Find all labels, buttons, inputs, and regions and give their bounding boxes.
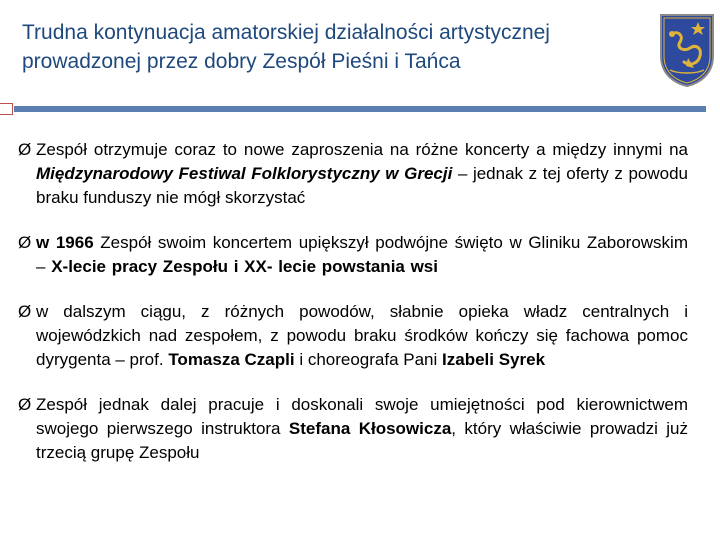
- bullet-item: [18, 231, 688, 279]
- bullet-text: w dalszym ciągu, z różnych powodów, słabnie opieka władz centralnych i wojewódzkich nad zespołem, z powodu braku środków kończy się fachowa pomoc dyrygenta – prof.: [36, 302, 688, 369]
- bullet-text: Zespół jednak dalej pracuje i doskonali swoje umiejętności pod kierownictwem swojego pierwszego instruktora: [36, 395, 688, 438]
- bullet-text: i choreografa Pani: [294, 350, 443, 369]
- title-line-1: Trudna kontynuacja amatorskiej działalności artystycznej: [22, 21, 550, 44]
- bullet-text: , który właściwie prowadzi już trzecią grupę Zespołu: [36, 419, 688, 462]
- title-divider-accent: [0, 103, 13, 115]
- title-line-2: prowadzonej przez dobry Zespół Pieśni i Tańca: [22, 50, 461, 73]
- bullet-emphasis: Izabeli Syrek: [442, 350, 546, 369]
- title-divider-bar: [14, 106, 706, 112]
- coat-of-arms-icon: [658, 12, 716, 88]
- bullet-emphasis: Stefana Kłosowicza: [288, 419, 452, 438]
- bullet-emphasis: X-lecie pracy Zespołu i XX- lecie powstania wsi: [51, 257, 438, 276]
- slide-title: [22, 18, 662, 76]
- slide-body: [18, 138, 688, 486]
- bullet-emphasis: w 1966: [36, 233, 94, 252]
- arrow-bullet-icon: Ø: [18, 395, 32, 414]
- bullet-item: [18, 393, 688, 465]
- bullet-text: – jednak z tej oferty z powodu braku funduszy nie mógł skorzystać: [36, 164, 689, 207]
- arrow-bullet-icon: Ø: [18, 302, 32, 321]
- bullet-emphasis: Międzynarodowy Festiwal Folklorystyczny w Grecji: [36, 164, 453, 183]
- bullet-text: Zespół otrzymuje coraz to nowe zaproszenia na różne koncerty a między innymi na: [36, 140, 688, 159]
- bullet-item: [18, 138, 688, 210]
- arrow-bullet-icon: Ø: [18, 140, 32, 159]
- bullet-text: Zespół swoim koncertem upiększył podwójne święto w Gliniku Zaborowskim –: [36, 233, 688, 276]
- bullet-item: [18, 300, 688, 372]
- arrow-bullet-icon: Ø: [18, 233, 32, 252]
- bullet-emphasis: Tomasza Czapli: [168, 350, 295, 369]
